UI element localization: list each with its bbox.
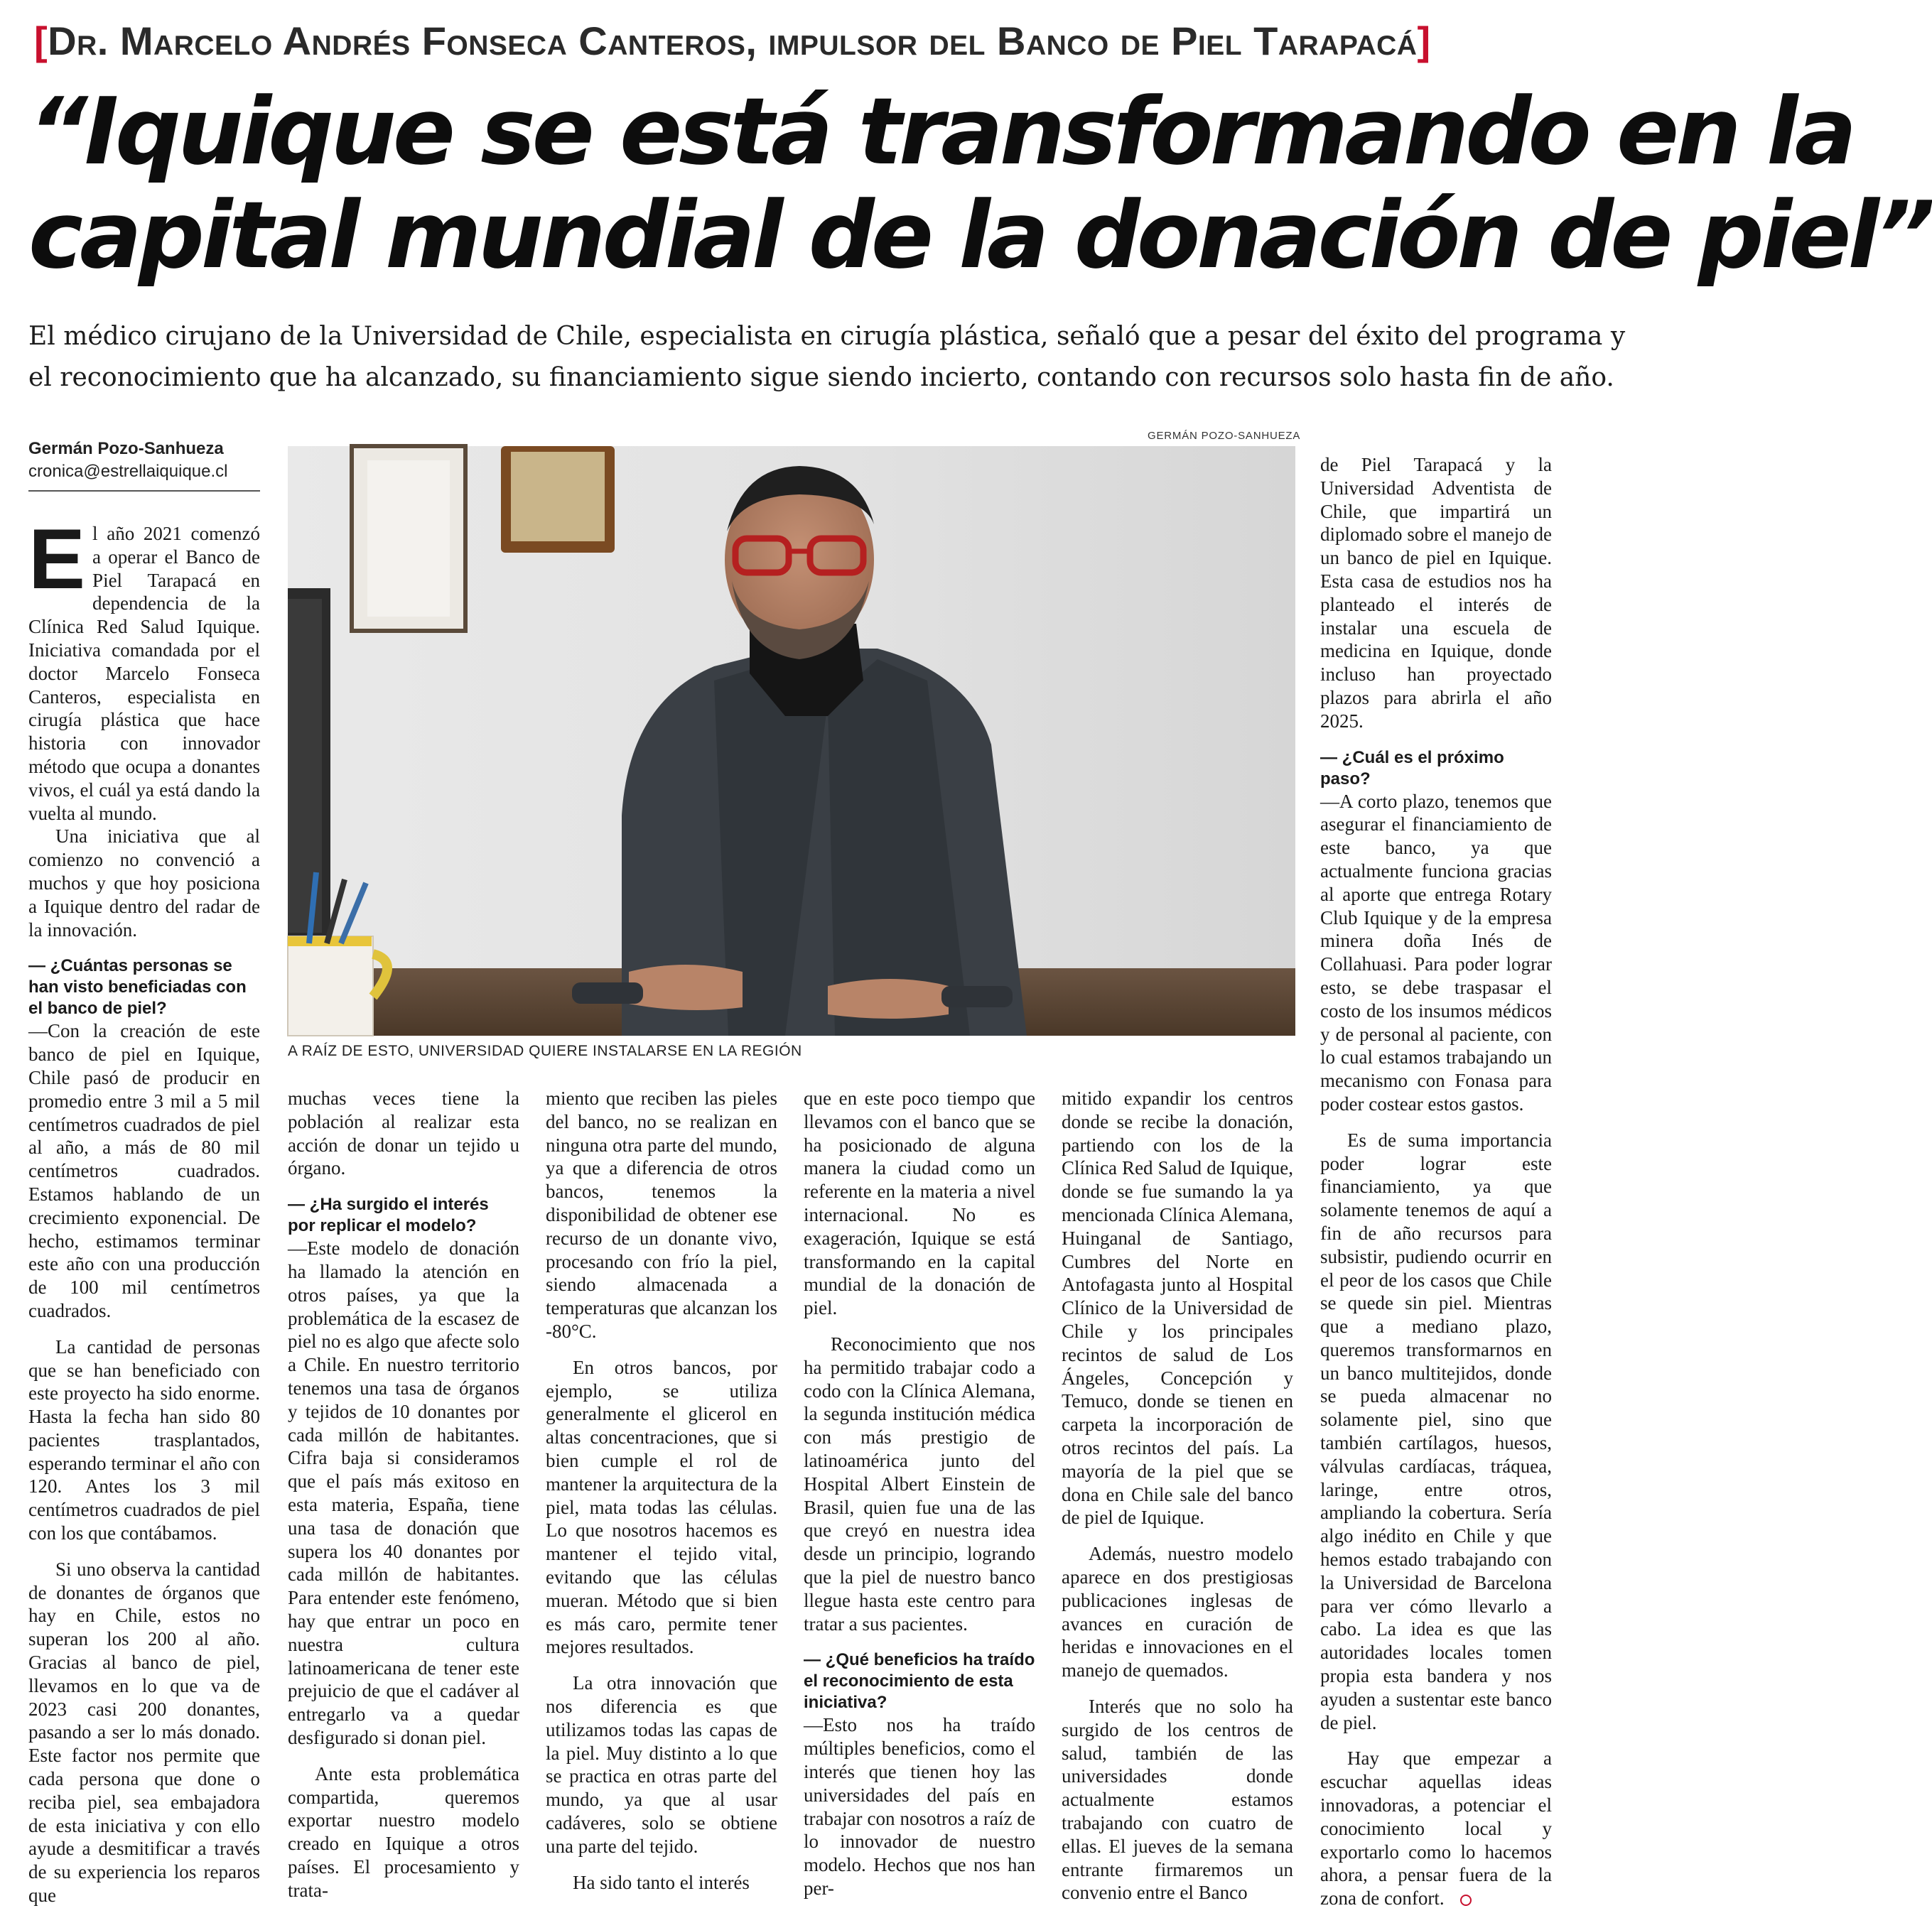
- paragraph: de Piel Tarapacá y la Universidad Adventista de Chile, que impartirá un diplomado sobre el manejo de un banco de piel en Iquique. Esta casa de estudios nos ha planteado el interés de instalar una escuela de medicina en Iquique, donde incluso han proyectado plazos para abrirla el año 2025.: [1320, 454, 1552, 732]
- end-mark-icon: [1460, 1895, 1472, 1906]
- paragraph: Ante esta problemática compartida, queremos exportar nuestro modelo creado en Iquique a otros países. El procesamiento y trata-: [288, 1762, 519, 1901]
- column-4: [804, 1087, 1035, 1899]
- byline-email: cronica@estrellaiquique.cl: [28, 462, 228, 481]
- paragraph: [28, 511, 260, 825]
- column-3: [546, 1087, 777, 1893]
- portrait-photo: [288, 446, 1295, 1036]
- paragraph: Si uno observa la cantidad de donantes de órganos que hay en Chile, estos no superan los 200 al año. Gracias al banco de piel, llevamos en lo que va de 2023 casi 200 donantes, pasando a ser lo más donado. Este factor nos permite que cada persona que done o reciba piel, sea embajadora de esta iniciativa y con ello ayude a desmitificar a través de su experiencia los reparos que: [28, 1558, 260, 1907]
- paragraph: mitido expandir los centros donde se recibe la donación, partiendo con los de la Clínica Red Salud de Iquique, donde se fue sumando la ya mencionada Clínica Alemana, Huinganal de Santiago, Cumbres del Norte en Antofagasta junto al Hospital Clínico de la Universidad de Chile y los principales recintos de salud de Los Ángeles, Concepción y Temuco, donde se tienen en carpeta la incorporación de otros recintos del país. La mayoría de la piel que se dona en Chile sale del banco de piel de Iquique.: [1062, 1088, 1293, 1529]
- byline-name: Germán Pozo-Sanhueza: [28, 439, 224, 458]
- interview-question: — ¿Cuál es el próximo paso?: [1320, 747, 1504, 789]
- column-2: [288, 1087, 519, 1901]
- paragraph: La otra innovación que nos diferencia es que utilizamos todas las capas de la piel. Muy distinto a lo que se practica en otras parte del mundo, ya que al usar cadáveres, solo se obtiene una parte del tejido.: [546, 1672, 777, 1857]
- kicker-bracket-right: ]: [1417, 18, 1431, 63]
- column-1: [28, 511, 260, 1907]
- paragraph: Una iniciativa que al comienzo no convenció a muchos y que hoy posiciona a Iquique dentro del radar de la innovación.: [28, 825, 260, 941]
- paragraph: que en este poco tiempo que llevamos con el banco que se ha posicionado de alguna manera la ciudad como un referente en la materia a nivel internacional. No es exageración, Iquique se está transformando en la capital mundial de la donación de piel.: [804, 1088, 1035, 1319]
- paragraph-text: Hay que empezar a escuchar aquellas ideas innovadoras, a potenciar el conocimiento local y exportarlo como lo hacemos ahora, a pensar fuera de la zona de confort.: [1320, 1748, 1552, 1909]
- deck-line-1: El médico cirujano de la Universidad de Chile, especialista en cirugía plástica, señaló que a pesar del éxito del programa y: [28, 322, 1626, 351]
- paragraph: Además, nuestro modelo aparece en dos prestigiosas publicaciones inglesas de avances en curación de heridas e innovaciones en el manejo de quemados.: [1062, 1543, 1293, 1681]
- paragraph: Es de suma importancia poder lograr este financiamiento, ya que solamente tenemos de aquí a fin de año recursos para subsistir, pudiendo ocurrir en el peor de los casos que Chile se quede sin piel. Mientras que a mediano plazo, queremos transformarnos en un banco multitejidos, donde se pueda almacenar no solamente piel, sino que también cartílagos, huesos, válvulas cardíacas, tráquea, laringe, entre otros, ampliando la cobertura. Sería algo inédito en Chile y que hemos estado trabajando con la Universidad de Barcelona para ver cómo llevarlo a cabo. La idea es que las autoridades locales tomen propia esta bandera y nos ayuden a sustentar este banco de piel.: [1320, 1129, 1552, 1733]
- column-5: [1062, 1087, 1293, 1904]
- paragraph: muchas veces tiene la población al realizar esta acción de donar un tejido u órgano.: [288, 1088, 519, 1179]
- kicker: [34, 13, 1431, 70]
- kicker-bracket-left: [: [34, 18, 48, 63]
- paragraph-text: l año 2021 comenzó a operar el Banco de Piel Tarapacá en dependencia de la Clínica Red Salud Iquique. Iniciativa comandada por el doctor Marcelo Fonseca Canteros, especialista en cirugía plástica que hace historia con innovador método que ocupa a donantes vivos, el cuál ya está dando la vuelta al mundo.: [28, 523, 260, 824]
- paragraph: —Con la creación de este banco de piel en Iquique, Chile pasó de producir en promedio entre 3 mil a 5 mil centímetros cuadrados de piel al año, a más de 80 mil centímetros cuadrados. Estamos hablando de un crecimiento exponencial. De hecho, estimamos terminar este año con una producción de 100 mil centímetros cuadrados.: [28, 1020, 260, 1321]
- headline-line-1: “Iquique se está transformando en la: [28, 77, 1854, 185]
- column-6: [1320, 453, 1552, 1909]
- photo-caption: A RAÍZ DE ESTO, UNIVERSIDAD QUIERE INSTALARSE EN LA REGIÓN: [288, 1043, 802, 1059]
- interview-question: — ¿Qué beneficios ha traído el reconocimiento de esta iniciativa?: [804, 1650, 1035, 1713]
- paragraph: Reconocimiento que nos ha permitido trabajar codo a codo con la Clínica Alemana, la segunda institución médica con más prestigio de latinoamérica junto del Hospital Albert Einstein de Brasil, quien fue una de las que creyó en nuestra idea desde un principio, logrando que la piel de nuestro banco llegue hasta este centro para tratar a sus pacientes.: [804, 1333, 1035, 1635]
- interview-question: — ¿Ha surgido el interés por replicar el modelo?: [288, 1195, 489, 1236]
- paragraph: Interés que no solo ha surgido de los centros de salud, también de las universidades donde actualmente estamos trabajando con cuatro de ellas. El jueves de la semana entrante firmaremos un convenio entre el Banco: [1062, 1695, 1293, 1904]
- paragraph: Ha sido tanto el interés: [573, 1871, 750, 1893]
- paragraph: En otros bancos, por ejemplo, se utiliza generalmente el glicerol en altas concentraciones, que si bien cumple el rol de mantener la arquitectura de la piel, mata todas las células. Lo que nosotros hacemos es mantener el tejido vital, evitando que las células mueran. Método que si bien es más caro, permite tener mejores resultados.: [546, 1356, 777, 1658]
- paragraph: miento que reciben las pieles del banco, no se realizan en ninguna otra parte del mundo, ya que a diferencia de otros bancos, tenemos la disponibilidad de obtener ese recurso de un donante vivo, procesando con frío la piel, siendo almacenada a temperaturas que alcanzan los -80°C.: [546, 1088, 777, 1342]
- kicker-text: Dr. Marcelo Andrés Fonseca Canteros, impulsor del Banco de Piel Tarapacá: [48, 18, 1418, 63]
- hands: [629, 965, 743, 1010]
- headline: [28, 77, 1932, 293]
- interview-question: — ¿Cuántas personas se han visto beneficiadas con el banco de piel?: [28, 956, 247, 1019]
- paragraph: [1320, 1747, 1552, 1910]
- deck: [28, 316, 1626, 401]
- paragraph: La cantidad de personas que se han beneficiado con este proyecto ha sido enorme. Hasta la fecha han sido 80 pacientes trasplantados, esperando terminar el año con 120. Antes los 3 mil centímetros cuadrados de piel con los que contábamos.: [28, 1335, 260, 1544]
- paragraph: —A corto plazo, tenemos que asegurar el financiamiento de este banco, ya que actualmente funciona gracias al aporte que entrega Rotary Club Iquique y de la empresa minera doña Inés de Collahuasi. Para poder lograr esto, se debe traspasar el costo de los insumos médicos y de personal al paciente, con lo cual estamos trabajando un mecanismo con Fonasa para poder costear estos gastos.: [1320, 790, 1552, 1115]
- headline-line-2: capital mundial de la donación de piel”: [28, 181, 1932, 289]
- byline-divider: [28, 490, 260, 492]
- paragraph: —Esto nos ha traído múltiples beneficios, como el interés que tienen hoy las universidades del país en trabajar con nosotros a raíz de lo innovador de nuestro modelo. Hechos que nos han per-: [804, 1714, 1035, 1899]
- deck-line-2: el reconocimiento que ha alcanzado, su financiamiento sigue siendo incierto, contando con recursos solo hasta fin de año.: [28, 363, 1614, 392]
- photo-credit: GERMÁN POZO-SANHUEZA: [1148, 430, 1301, 442]
- drop-cap: E: [28, 511, 86, 607]
- mug: [288, 936, 373, 1036]
- paragraph: —Este modelo de donación ha llamado la atención en otros países, ya que la problemática de la escasez de piel no es algo que afecte solo a Chile. En nuestro territorio tenemos una tasa de órganos y tejidos de 10 donantes por cada millón de habitantes. Cifra baja si consideramos que el país más exitoso en esta materia, España, tiene una tasa de donación que supera los 40 donantes por cada millón de habitantes. Para entender este fenómeno, hay que entrar un poco en nuestra cultura latinoamericana de tener este prejuicio de que el cadáver al entregarlo va a quedar desfigurado si donan piel.: [288, 1237, 519, 1748]
